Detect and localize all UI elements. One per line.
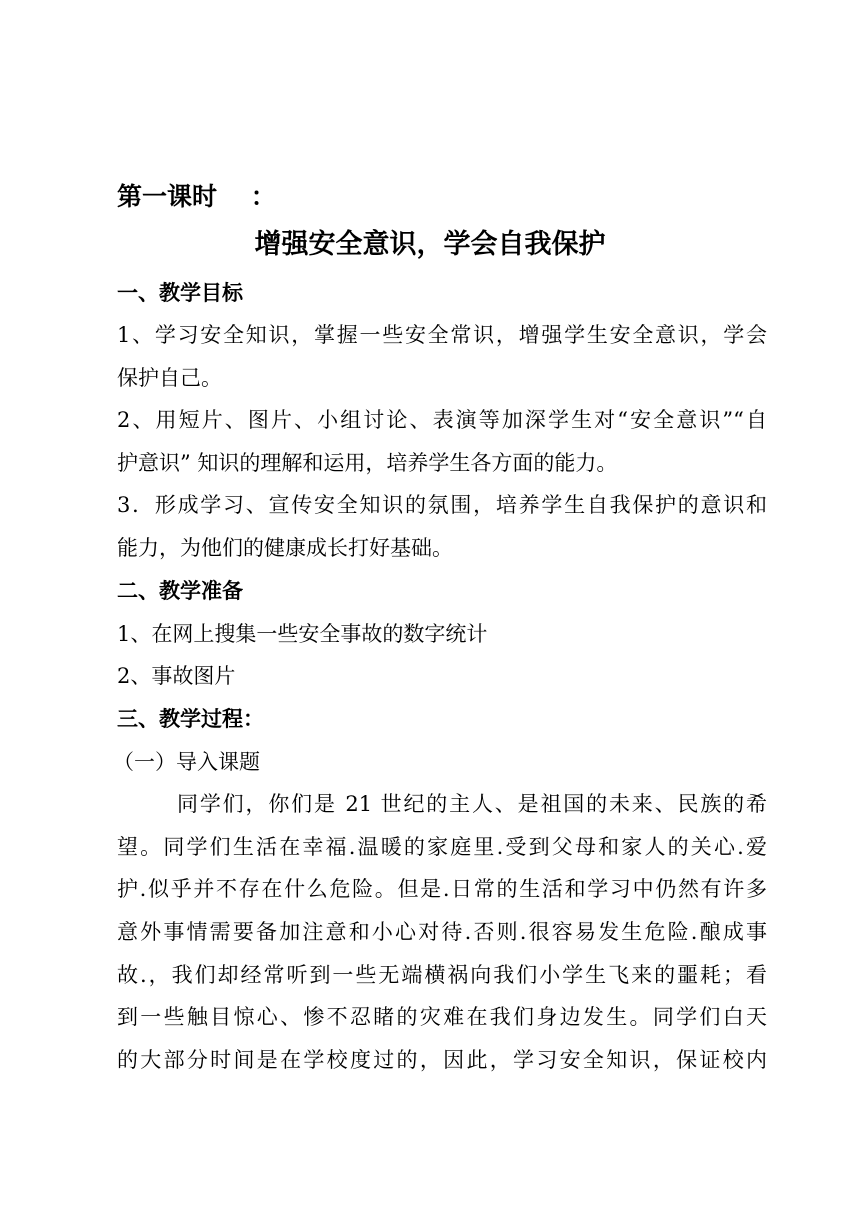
page-title: 增强安全意识，学会自我保护 [254, 229, 606, 260]
subheading-intro: （一）导入课题 [113, 750, 260, 774]
intro-paragraph-line: 的大部分时间是在学校度过的，因此，学习安全知识，保证校内 [117, 1048, 767, 1072]
lesson-label: 第一课时 ： [117, 182, 276, 211]
objective-line: 2、用短片、图片、小组讨论、表演等加深学生对“安全意识”“自 [117, 408, 767, 432]
intro-paragraph-line: 同学们，你们是 21 世纪的主人、是祖国的未来、民族的希 [177, 792, 767, 816]
intro-paragraph-line: 故.，我们却经常听到一些无端横祸向我们小学生飞来的噩耗；看 [117, 963, 767, 987]
objective-line: 能力，为他们的健康成长打好基础。 [117, 536, 453, 560]
intro-paragraph-line: 望。同学们生活在幸福.温暖的家庭里.受到父母和家人的关心.爱 [117, 835, 767, 859]
preparation-line: 1、在网上搜集一些安全事故的数字统计 [117, 622, 488, 646]
section-heading-objectives: 一、教学目标 [117, 281, 243, 305]
section-heading-preparation: 二、教学准备 [117, 579, 243, 603]
intro-paragraph-line: 意外事情需要备加注意和小心对待.否则.很容易发生危险.酿成事 [117, 920, 767, 944]
objective-line: 3．形成学习、宣传安全知识的氛围，培养学生自我保护的意识和 [117, 493, 767, 517]
intro-paragraph-line: 到一些触目惊心、惨不忍睹的灾难在我们身边发生。同学们白天 [117, 1005, 767, 1029]
section-heading-process: 三、教学过程： [117, 707, 264, 731]
objective-line: 护意识” 知识的理解和运用，培养学生各方面的能力。 [117, 451, 618, 475]
objective-line: 保护自己。 [117, 366, 222, 390]
intro-paragraph-line: 护.似乎并不存在什么危险。但是.日常的生活和学习中仍然有许多 [117, 877, 767, 901]
preparation-line: 2、事故图片 [117, 664, 236, 688]
objective-line: 1、学习安全知识，掌握一些安全常识，增强学生安全意识，学会 [117, 323, 767, 347]
